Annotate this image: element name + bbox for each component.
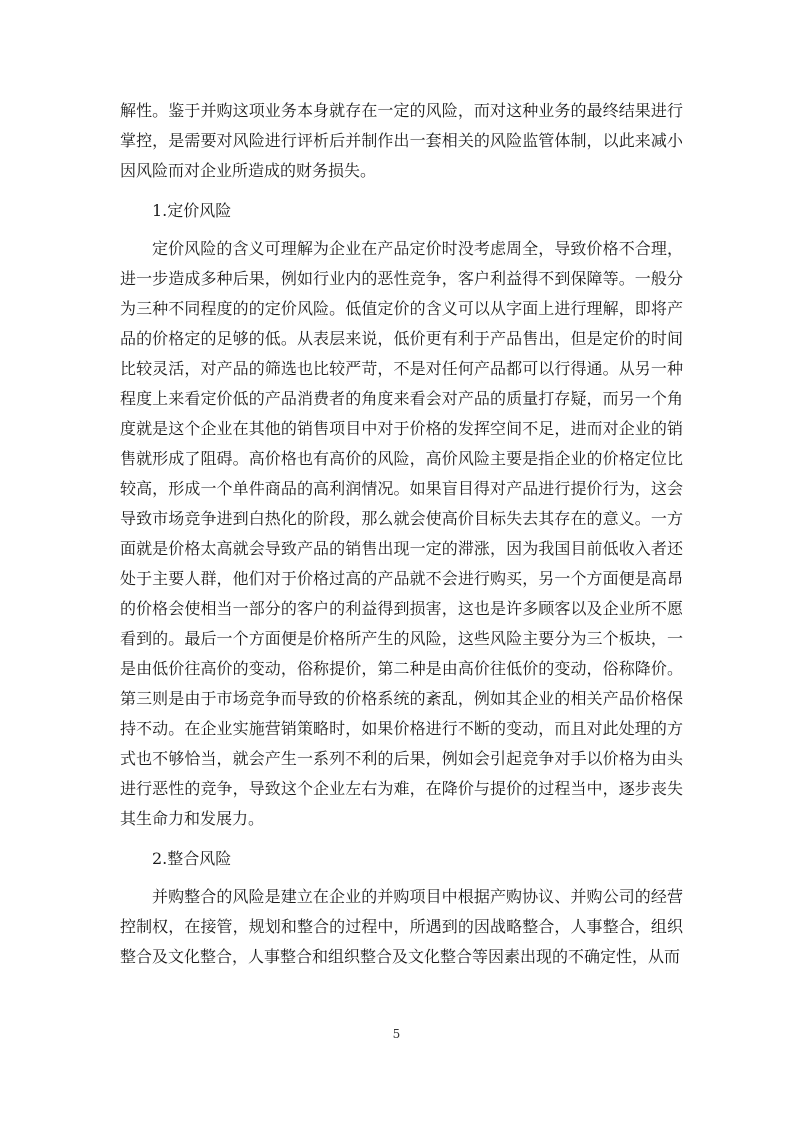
spacer <box>120 874 683 882</box>
intro-paragraph: 解性。鉴于并购这项业务本身就存在一定的风险，而对这种业务的最终结果进行掌控，是需要对风险进行评析后并制作出一套相关的风险监管体制，以此来减小因风险而对企业所造成的财务损失。 <box>120 101 683 180</box>
document-body <box>120 96 683 972</box>
section-heading-pricing-risk: 1.定价风险 <box>152 201 232 220</box>
spacer <box>120 226 683 234</box>
page-number: 5 <box>392 1027 401 1041</box>
spacer <box>120 186 683 196</box>
section-heading-integration-risk: 2.整合风险 <box>152 849 232 868</box>
spacer <box>120 834 683 844</box>
section-paragraph-pricing-risk: 定价风险的含义可理解为企业在产品定价时没考虑周全，导致价格不合理，进一步造成多种后果，例如行业内的恶性竞争，客户利益得不到保障等。一般分为三种不同程度的的定价风险。低值定价的含义可以从字面上进行理解，即将产品的价格定的足够的低。从表层来说，低价更有利于产品售出，但是定价的时间比较灵活，对产品的筛选也比较严苛，不是对任何产品都可以行得通。从另一种程度上来看定价低的产品消费者的角度来看会对产品的质量打存疑，而另一个角度就是这个企业在其他的销售项目中对于价格的发挥空间不足，进而对企业的销售就形成了阻碍。高价格也有高价的风险，高价风险主要是指企业的价格定位比较高，形成一个单件商品的高利润情况。如果盲目得对产品进行提价行为，这会导致市场竞争进到白热化的阶段，那么就会使高价目标失去其存在的意义。一方面就是价格太高就会导致产品的销售出现一定的滞涨，因为我国目前低收入者还处于主要人群，他们对于价格过高的产品就不会进行购买，另一个方面便是高昂的价格会使相当一部分的客户的利益得到损害，这也是许多顾客以及企业所不愿看到的。最后一个方面便是价格所产生的风险，这些风险主要分为三个板块，一是由低价往高价的变动，俗称提价，第二种是由高价往低价的变动，俗称降价。第三则是由于市场竞争而导致的价格系统的紊乱，例如其企业的相关产品价格保持不动。在企业实施营销策略时，如果价格进行不断的变动，而且对此处理的方式也不够恰当，就会产生一系列不利的后果，例如会引起竞争对手以价格为由头进行恶性的竞争，导致这个企业左右为难，在降价与提价的过程当中，逐步丧失其生命力和发展力。 <box>120 239 683 828</box>
section-paragraph-integration-risk: 并购整合的风险是建立在企业的并购项目中根据产购协议、并购公司的经营控制权，在接管，规划和整合的过程中，所遇到的因战略整合，人事整合，组织整合及文化整合，人事整合和组织整合及文化整合等因素出现的不确定性，从而 <box>120 887 683 966</box>
